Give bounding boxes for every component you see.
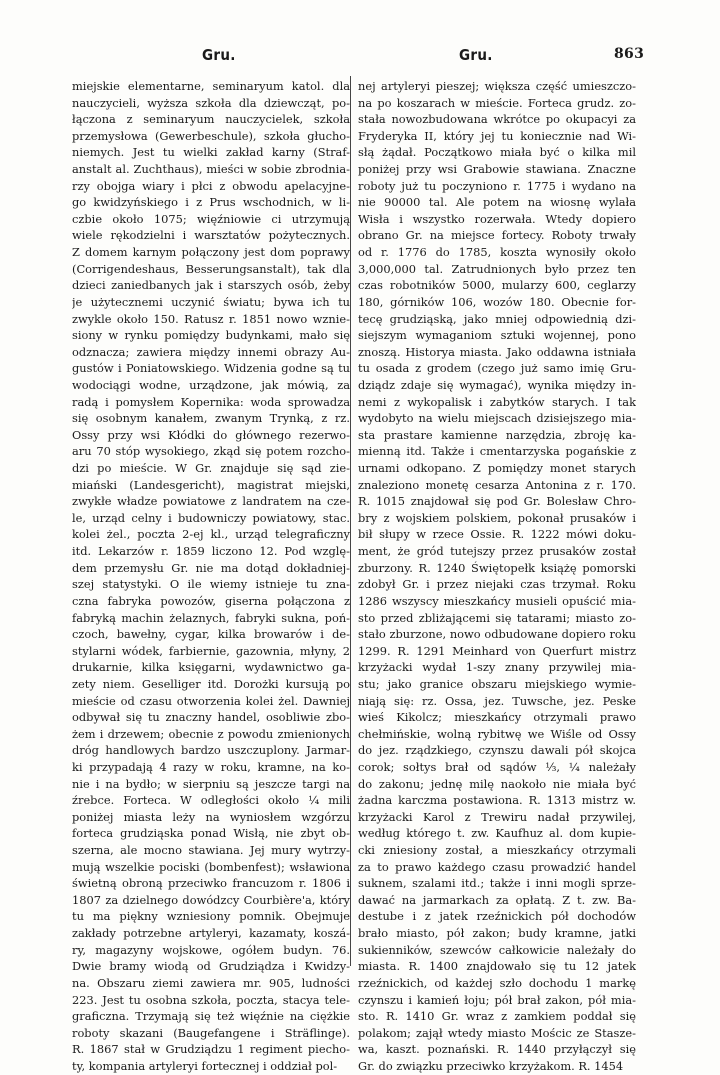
text-line: wa, kaszt. poznański. R. 1440 przyłączył się: [358, 1042, 636, 1057]
text-line: odbywał się tu znaczny handel, osobliwie zbo-: [72, 710, 350, 725]
text-line: zdobył Gr. i przez niejaki czas trzymał. Roku: [358, 577, 636, 592]
text-line: źrebce. Forteca. W odległości około ¼ mili: [72, 793, 350, 808]
text-line: siejszym wymaganiom sztuki wojennej, pono: [358, 328, 636, 343]
text-line: za to prawo każdego czasu prowadzić handel: [358, 859, 636, 874]
text-line: słą żądał. Początkowo miała być o kilka mil: [358, 145, 636, 160]
text-line: brało miasto, pół zakon; budy kramne, jatki: [358, 926, 636, 941]
text-column-right: [358, 78, 636, 1075]
text-line: od r. 1776 do 1785, koszta wynosiły około: [358, 245, 636, 260]
page-number: 863: [614, 46, 645, 62]
text-line: je użytecznemi uczynić światu; bywa ich tu: [72, 294, 350, 309]
text-line: stała nowozbudowana wkrótce po okupacyi za: [358, 112, 636, 127]
text-line: Gr. do związku przeciwko krzyżakom. R. 1454: [358, 1058, 624, 1073]
text-line: niemych. Jest tu wielki zakład karny (Straf-: [72, 145, 350, 160]
text-line: miasta. R. 1400 znajdowało się tu 12 jatek: [358, 959, 636, 974]
text-line: nauczycieli, wyższa szkoła dla dziewcząt, po-: [72, 95, 350, 110]
text-line: R. 1015 znajdował się pod Gr. Bolesław Chro-: [358, 494, 636, 509]
text-line: krzyżacki Karol z Trewiru nadał przywilej,: [358, 809, 636, 824]
text-line: zakłady potrzebne artyleryi, kazamaty, koszá-: [72, 926, 350, 941]
text-line: mieście od czasu otworzenia kolei żel. Dawniej: [72, 693, 350, 708]
text-line: 3,000,000 tal. Zatrudnionych było przez ten: [358, 261, 636, 276]
text-line: forteca grudziąska ponad Wisłą, nie zbyt ob-: [72, 826, 350, 841]
text-line: mienną itd. Także i cmentarzyska pogańskie z: [358, 444, 636, 459]
text-line: go kwidzyńskiego i z Prus wschodnich, w li-: [72, 195, 350, 210]
text-line: nie 90000 tal. Ale potem na wiosnę wylała: [358, 195, 636, 210]
text-line: suknem, szalami itd.; także i inni mogli sprze-: [358, 876, 636, 891]
text-line: 1299. R. 1291 Meinhard von Querfurt mistrz: [358, 643, 636, 658]
text-line: cki zniesiony został, a mieszkańcy otrzymali: [358, 843, 636, 858]
text-line: ment, że gród tutejszy przez prusaków został: [358, 544, 636, 559]
text-line: według którego t. zw. Kaufhuz al. dom kupie-: [358, 826, 636, 841]
text-line: Fryderyka II, który jej tu koniecznie nad Wi-: [358, 128, 636, 143]
text-line: drukarnie, kilka księgarni, wydawnictwo ga-: [72, 660, 350, 675]
text-line: świetną obroną przeciwko francuzom r. 1806 i: [72, 876, 350, 891]
text-line: na po koszarach w mieście. Forteca grudz. zo-: [358, 95, 636, 110]
text-line: szej statystyki. O ile wiemy istnieje tu zna-: [72, 577, 350, 592]
text-line: corok; sołtys brał od sądów ⅓, ¼ należały: [358, 759, 636, 774]
running-head-right: Gru.: [459, 46, 493, 64]
text-line: do zakonu; jednę milę naokoło nie miała być: [358, 776, 636, 791]
text-line: tecę grudziąską, jako mniej odpowiednią dzi-: [358, 311, 636, 326]
text-line: miejskie elementarne, seminaryum katol. dla: [72, 79, 350, 93]
text-line: przemysłowa (Gewerbeschule), szkoła głucho-: [72, 128, 350, 143]
text-line: (Corrigendeshaus, Besserungsanstalt), tak dla: [72, 261, 350, 276]
text-line: poniżej przy wsi Grabowie stawiana. Znaczne: [358, 162, 636, 177]
text-line: nie i na bydło; w sierpniu są jeszcze targi na: [72, 776, 350, 791]
text-line: tu ma piękny wzniesiony pomnik. Obejmuje: [72, 909, 350, 924]
text-line: stu; jako granice obszaru miejskiego wymie-: [358, 676, 636, 691]
text-line: czas robotników 5000, mularzy 600, ceglarzy: [358, 278, 636, 293]
text-line: rzeźnickich, od każdej szło dochodu 1 markę: [358, 975, 636, 990]
text-line: obrano Gr. na miejsce fortecy. Roboty trwały: [358, 228, 636, 243]
text-line: czbie około 1075; więźniowie ci utrzymują: [72, 211, 350, 226]
text-line: ry, magazyny wojskowe, ogółem budyn. 76.: [72, 942, 350, 957]
text-line: sukienników, szewców całkowicie należały do: [358, 942, 636, 957]
text-line: 223. Jest tu osobna szkoła, poczta, stacya tele-: [72, 992, 350, 1007]
text-line: wiele rękodzielni i warsztatów pożytecznych.: [72, 228, 350, 243]
text-line: 1807 za dzielnego dowódzcy Courbière'a, który: [72, 892, 350, 907]
text-line: ty, kompania artyleryi fortecznej i oddział pol-: [72, 1058, 338, 1073]
text-column-left: [72, 78, 350, 1075]
text-line: wydobyto na wielu miejscach dzisiejszego mia-: [358, 411, 636, 426]
text-line: do jez. rządzkiego, czynszu dawali pół skojca: [358, 743, 636, 758]
text-line: szerna, ale mocno stawiana. Jej mury wytrzy-: [72, 843, 350, 858]
text-line: niają się: rz. Ossa, jez. Tuwsche, jez. Peske: [358, 693, 636, 708]
text-line: dem przemysłu Gr. nie ma dotąd dokładniej-: [72, 560, 350, 575]
text-line: aru 70 stóp wysokiego, zkąd się potem rozcho-: [72, 444, 350, 459]
text-line: Wisła i wszystko rozerwała. Wtedy dopiero: [358, 211, 636, 226]
text-line: krzyżacki wydał 1-szy znany przywilej mia-: [358, 660, 636, 675]
text-line: czoch, bawełny, cygar, kilka browarów i de-: [72, 627, 350, 642]
text-line: R. 1867 stał w Grudziądzu 1 regiment piecho-: [72, 1042, 350, 1057]
text-line: łączona z seminaryum nauczycielek, szkoła: [72, 112, 350, 127]
text-line: czynszu i kamień łoju; pół brał zakon, pół mia-: [358, 992, 636, 1007]
text-line: graficzna. Trzymają się też więźnie na ciężkie: [72, 1009, 350, 1024]
text-line: urnami odkopano. Z pomiędzy monet starych: [358, 461, 636, 476]
text-line: radą i pomysłem Kopernika: woda sprowadza: [72, 394, 350, 409]
column-divider: [350, 76, 351, 966]
text-line: odznacza; zawiera między innemi obrazy Au-: [72, 344, 350, 359]
text-line: znoszą. Historya miasta. Jako oddawna istniała: [358, 344, 636, 359]
text-line: dzieci zaniedbanych jak i starszych osób, żeby: [72, 278, 350, 293]
text-line: anstalt al. Zuchthaus), mieści w sobie zbrodnia-: [72, 162, 350, 177]
text-line: miański (Landesgericht), magistrat miejski,: [72, 477, 350, 492]
text-line: stylarni wódek, farbiernie, gazownia, młyny, 2: [72, 643, 350, 658]
text-line: fabryką machin żelaznych, fabryki sukna, poń-: [72, 610, 350, 625]
text-line: czna fabryka powozów, giserna połączona z: [72, 593, 350, 608]
text-line: żadna karczma postawiona. R. 1313 mistrz w.: [358, 793, 636, 808]
text-line: rzy obojga wiary i płci z obwodu apelacyjne-: [72, 178, 350, 193]
text-line: 1286 wszyscy mieszkańcy musieli opuścić mia-: [358, 593, 636, 608]
text-line: sta prastare kamienne narzędzia, zbroję ka-: [358, 427, 636, 442]
text-line: destube i z jatek rzeźnickich pół dochodów: [358, 909, 636, 924]
text-line: na. Obszaru ziemi zawiera mr. 905, ludności: [72, 975, 350, 990]
text-line: 180, górników 106, wozów 180. Obecnie for-: [358, 294, 636, 309]
text-line: Ossy przy wsi Kłódki do głównego rezerwo-: [72, 427, 350, 442]
text-line: zburzony. R. 1240 Świętopełk książę pomorski: [358, 560, 636, 575]
text-line: siony w rynku pomiędzy budynkami, mało się: [72, 328, 350, 343]
text-line: się osobnym kanałem, zwanym Trynką, z rz.: [72, 411, 350, 426]
text-line: poniżej miasta leży na wyniosłem wzgórzu: [72, 809, 350, 824]
text-line: kolei żel., poczta 2-ej kl., urząd telegraficzny: [72, 527, 350, 542]
text-line: bił słupy w rzece Ossie. R. 1222 mówi doku-: [358, 527, 636, 542]
text-line: nej artyleryi pieszej; większa część umieszczo-: [358, 79, 636, 93]
running-head-left: Gru.: [202, 46, 236, 64]
text-line: roboty skazani (Baugefangene i Sträflinge).: [72, 1025, 350, 1040]
text-line: znaleziono monetę cesarza Antonina z r. 170.: [358, 477, 636, 492]
text-line: wodociągi wodne, urządzone, jak mówią, za: [72, 377, 350, 392]
text-line: żem i drzewem; obecnie z powodu zmienionych: [72, 726, 350, 741]
text-line: dróg handlowych bardzo uszczuplony. Jarmar-: [72, 743, 350, 758]
text-line: Z domem karnym połączony jest dom poprawy: [72, 245, 350, 260]
text-line: tu osada z grodem (czego już samo imię Gru-: [358, 361, 636, 376]
text-line: bry z wojskiem polskiem, pokonał prusaków i: [358, 510, 636, 525]
text-line: roboty już tu poczyniono r. 1775 i wydano na: [358, 178, 636, 193]
text-line: mują wszelkie pociski (bombenfest); wsławiona: [72, 859, 350, 874]
text-line: ki przypadają 4 razy w roku, kramne, na ko-: [72, 759, 350, 774]
text-line: nemi z wykopalisk i zabytków starych. I tak: [358, 394, 636, 409]
text-line: zwykłe władze powiatowe z landratem na cze-: [72, 494, 350, 509]
text-line: sto przed zbliżającemi się tatarami; miasto zo-: [358, 610, 636, 625]
text-line: le, urząd celny i budowniczy powiatowy, stac.: [72, 510, 350, 525]
text-line: sto. R. 1410 Gr. wraz z zamkiem poddał się: [358, 1009, 636, 1024]
text-line: Dwie bramy wiodą od Grudziądza i Kwidzy-: [72, 959, 350, 974]
text-line: dziądz zdaje się wymagać), wynika między in-: [358, 377, 636, 392]
text-line: stało zburzone, nowo odbudowane dopiero roku: [358, 627, 636, 642]
text-line: dzi po mieście. W Gr. znajduje się sąd zie-: [72, 461, 350, 476]
text-line: wieś Kikolcz; mieszkańcy otrzymali prawo: [358, 710, 636, 725]
text-line: polakom; zajął wtedy miasto Mościc ze Stasze-: [358, 1025, 636, 1040]
text-line: dawać na jarmarkach za opłatą. Z t. zw. Ba-: [358, 892, 636, 907]
text-line: zety niem. Geselliger itd. Dorożki kursują po: [72, 676, 350, 691]
text-line: zwykle około 150. Ratusz r. 1851 nowo wznie-: [72, 311, 350, 326]
text-line: gustów i Poniatowskiego. Widzenia godne są tu: [72, 361, 350, 376]
text-line: chełmińskie, wolną rybitwę we Wiśle od Ossy: [358, 726, 636, 741]
text-line: itd. Lekarzów r. 1859 liczono 12. Pod wzglę-: [72, 544, 350, 559]
